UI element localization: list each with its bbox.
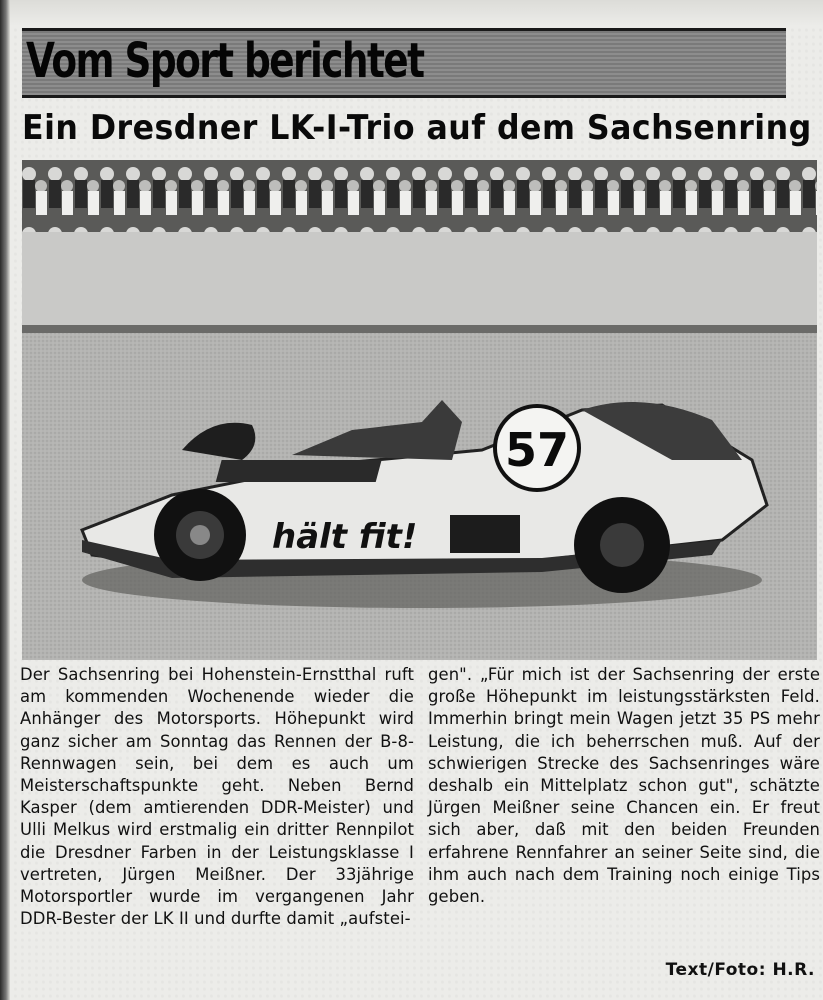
article-text-left: Der Sachsenring bei Hohenstein-Ernstthal ruft am kommenden Wochenende wieder die Anhänger des Motorsports. Höhepunkt wird ganz sicher am Sonntag das Rennen der B-8-Rennwagen sein, bei dem es auch um Meisterschaftspunkte geht. Neben Bernd Kasper (dem amtierenden DDR-Meister) und Ulli Melkus wird erstmalig ein dritter Rennpilot die Dresdner Farben in der Leistungsklasse I vertreten, Jürgen Meißner. Der 33jährige Motorsportler wurde im vergangenen Jahr DDR-Bester der LK II und durfte damit „aufstei- [20, 665, 414, 929]
article-column-left [20, 664, 414, 930]
track-barrier [22, 232, 817, 332]
front-wheel [154, 489, 246, 581]
article-headline: Ein Dresdner LK-I-Trio auf dem Sachsenring [22, 108, 812, 148]
section-title: Vom Sport berichtet [26, 33, 424, 89]
page-edge-shadow [0, 0, 10, 1000]
article-column-right [428, 664, 820, 908]
rear-wheel [574, 497, 670, 593]
car-number-roundel [495, 406, 579, 490]
car-number: 57 [504, 423, 570, 477]
race-car-illustration [22, 160, 817, 660]
spectator-crowd [22, 160, 817, 235]
article-text-right: gen". „Für mich ist der Sachsenring der erste große Höhepunkt im leistungsstärksten Feld. Immerhin bringt mein Wagen jetzt 35 PS mehr Leistung, die ich beherrschen muß. Auf der schwierigen Strecke des Sachsenringes wäre deshalb ein Mittelplatz schon gut", schätzte Jürgen Meißner seine Chancen ein. Er freut sich aber, daß mit den beiden Freunden erfahrene Rennfahrer an seiner Seite sind, die ihm auch nach dem Training noch einige Tips geben. [428, 665, 820, 907]
car-side-lettering: hält fit! [272, 517, 418, 557]
race-car-photo [22, 160, 817, 660]
section-banner [22, 28, 786, 98]
photo-credit: Text/Foto: H.R. [665, 960, 815, 980]
previous-article-scrap [0, 0, 823, 26]
